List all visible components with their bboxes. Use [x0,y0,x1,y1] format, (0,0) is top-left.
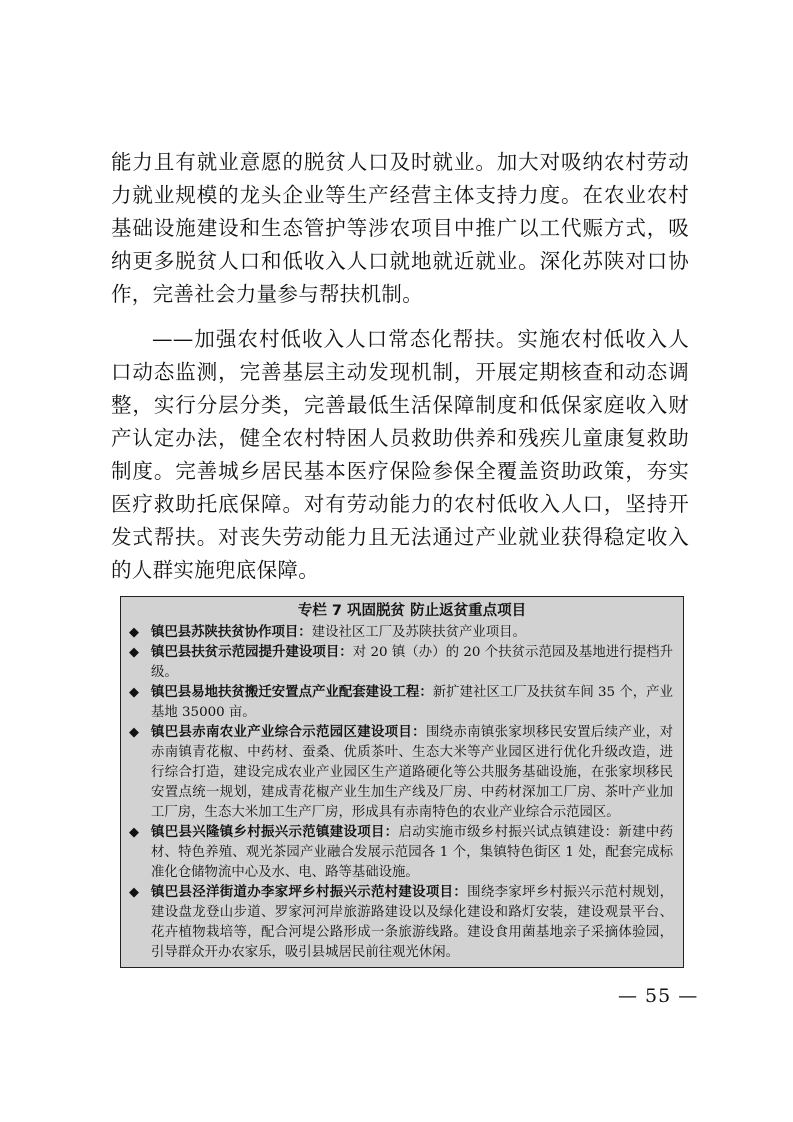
project-name: 镇巴县赤南农业产业综合示范园区建设项目： [151,725,426,740]
project-desc: 建设社区工厂及苏陕扶贫产业项目。 [311,625,526,640]
list-item [129,623,673,643]
diamond-bullet-icon: ◆ [129,685,139,700]
project-desc: 对 20 镇（办）的 20 个扶贫示范园及基地进行提档升级。 [151,645,673,680]
project-name: 镇巴县泾洋街道办李家坪乡村振兴示范村建设项目： [151,885,468,900]
list-item [129,723,674,823]
project-desc: 启动实施市级乡村振兴试点镇建设：新建中药材、特色养殖、观光茶园产业融合发展示范园各 1 个，集镇特色街区 1 处，配套完成标准化仓储物流中心及水、电、路等基础设施。 [151,825,674,880]
project-name: 镇巴县扶贫示范园提升建设项目： [151,645,353,660]
project-name: 镇巴县兴隆镇乡村振兴示范镇建设项目： [151,825,399,840]
diamond-bullet-icon: ◆ [129,625,139,640]
project-name: 镇巴县苏陕扶贫协作项目： [151,625,312,640]
diamond-bullet-icon: ◆ [129,825,139,840]
project-name: 镇巴县易地扶贫搬迁安置点产业配套建设工程： [151,685,433,700]
diamond-bullet-icon: ◆ [129,725,139,740]
project-desc: 新扩建社区工厂及扶贫车间 35 个，产业基地 35000 亩。 [151,685,673,720]
diamond-bullet-icon: ◆ [129,885,139,900]
page-number: — 55 — [618,985,699,1007]
diamond-bullet-icon: ◆ [129,645,139,660]
list-item [129,883,674,963]
list-item [129,683,673,723]
project-desc: 围绕李家坪乡村振兴示范村规划，建设盘龙登山步道、罗家河河岸旅游路建设以及绿化建设和路灯安装，建设观景平台、花卉植物栽培等，配合河堤公路形成一条旅游线路。建设食用菌基地亲子采摘体验园，引导群众开办农家乐，吸引县城居民前往观光休闲。 [151,885,674,960]
body-paragraph-2: ——加强农村低收入人口常态化帮扶。实施农村低收入人口动态监测，完善基层主动发现机制，开展定期核查和动态调整，实行分层分类，完善最低生活保障制度和低保家庭收入财产认定办法，健全农村特困人员救助供养和残疾儿童康复救助制度。完善城乡居民基本医疗保险参保全覆盖资助政策，夯实医疗救助托底保障。对有劳动能力的农村低收入人口，坚持开发式帮扶。对丧失劳动能力且无法通过产业就业获得稳定收入的人群实施兜底保障。 [111,327,689,582]
list-item [129,823,674,883]
box-title: 专栏 7 巩固脱贫 防止返贫重点项目 [297,603,527,619]
body-paragraph-1: 能力且有就业意愿的脱贫人口及时就业。加大对吸纳农村劳动力就业规模的龙头企业等生产经营主体支持力度。在农业农村基础设施建设和生态管护等涉农项目中推广以工代赈方式，吸纳更多脱贫人口和低收入人口就地就近就业。深化苏陕对口协作，完善社会力量参与帮扶机制。 [111,150,689,306]
project-sidebar-box [120,596,684,968]
project-desc: 围绕赤南镇张家坝移民安置后续产业，对赤南镇青花椒、中药材、蚕桑、优质茶叶、生态大米等产业园区进行优化升级改造，进行综合打造，建设完成农业产业园区生产道路硬化等公共服务基础设施，在张家坝移民安置点统一规划，建成青花椒产业生加生产线及厂房、中药材深加工厂房、茶叶产业加工厂房，生态大米加工生产厂房，形成具有赤南特色的农业产业综合示范园区。 [151,725,674,820]
list-item [129,643,673,683]
